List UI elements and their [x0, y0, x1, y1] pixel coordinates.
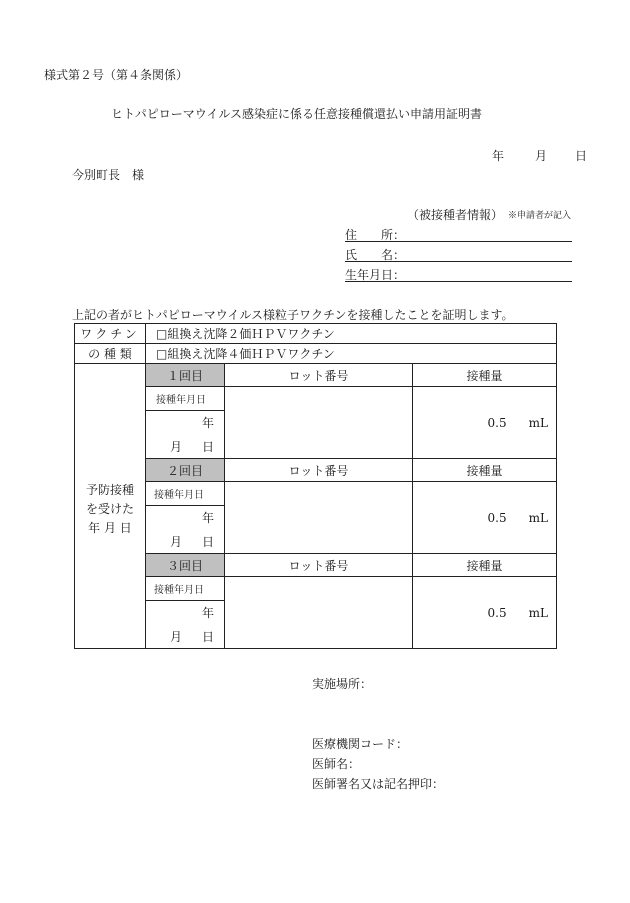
- dose-1-year[interactable]: 年: [146, 411, 225, 435]
- dose-3-amount-header: 接種量: [413, 554, 557, 577]
- vaccination-label-line1: 予防接種: [85, 482, 134, 497]
- dose-1-amount: [413, 387, 557, 459]
- dose-3-round: ３回目: [146, 554, 225, 577]
- certification-statement: 上記の者がヒトパピローマウイルス様粒子ワクチンを接種したことを証明します。: [72, 308, 514, 322]
- dose-2-year[interactable]: 年: [146, 506, 225, 530]
- dose-3-day: 日: [201, 629, 214, 644]
- vaccination-table: [74, 323, 557, 649]
- dose-1-amount-unit: mL: [528, 415, 548, 430]
- dose-2-amount: [413, 482, 557, 554]
- dose-1-amount-value: 0.5: [487, 415, 507, 430]
- recipient-info-heading: （被接種者情報）: [407, 208, 504, 222]
- vaccine-type-row-2: [75, 344, 557, 364]
- dose-2-lot-header: ロット番号: [225, 459, 413, 482]
- signature-label: 医師署名又は記名押印：: [312, 777, 445, 791]
- vaccine-option-bivalent[interactable]: □組換え沈降２価ＨＰＶワクチン: [146, 324, 557, 344]
- date-line-day: 日: [575, 149, 588, 163]
- place-label: 実施場所：: [312, 677, 373, 691]
- dose-1-lot-number[interactable]: [225, 387, 413, 459]
- dose-3-header-row: [75, 554, 557, 577]
- dose-2-round: ２回目: [146, 459, 225, 482]
- dose-1-header-row: [75, 364, 557, 387]
- vaccination-label-line3: 年 月 日: [88, 520, 132, 535]
- dose-3-amount: [413, 577, 557, 649]
- date-line-month: 月: [535, 149, 548, 163]
- vaccine-type-row-1: [75, 324, 557, 344]
- doctor-name-label: 医師名：: [312, 757, 361, 771]
- dose-2-day: 日: [201, 534, 214, 549]
- recipient-info-note: ※申請者が記入: [508, 211, 572, 221]
- dose-1-month: 月: [170, 439, 183, 454]
- document-title: ヒトパピローマウイルス感染症に係る任意接種償還払い申請用証明書: [111, 107, 483, 121]
- dose-2-date-label: 接種年月日: [146, 482, 225, 506]
- dose-2-month: 月: [170, 534, 183, 549]
- dose-3-amount-value: 0.5: [487, 605, 507, 620]
- address-field[interactable]: [345, 226, 572, 242]
- dose-1-day: 日: [201, 439, 214, 454]
- dose-3-date-label-row: [75, 577, 557, 601]
- birthdate-field[interactable]: [345, 266, 572, 282]
- dose-3-year[interactable]: 年: [146, 601, 225, 625]
- dose-2-header-row: [75, 459, 557, 482]
- dose-2-amount-value: 0.5: [487, 510, 507, 525]
- name-label: 氏 名：: [345, 248, 406, 262]
- dose-3-month: 月: [170, 629, 183, 644]
- birthdate-label: 生年月日：: [345, 268, 406, 282]
- vaccine-option-quadrivalent[interactable]: □組換え沈降４価ＨＰＶワクチン: [146, 344, 557, 364]
- dose-3-date-label: 接種年月日: [146, 577, 225, 601]
- date-line-year: 年: [492, 149, 505, 163]
- form-number: 様式第２号（第４条関係）: [44, 68, 189, 82]
- dose-3-monthday[interactable]: [146, 625, 225, 649]
- vaccine-type-label-1: ワクチン: [75, 324, 146, 344]
- vaccination-label-line2: を受けた: [85, 501, 134, 516]
- dose-3-lot-header: ロット番号: [225, 554, 413, 577]
- dose-2-amount-header: 接種量: [413, 459, 557, 482]
- dose-1-lot-header: ロット番号: [225, 364, 413, 387]
- dose-1-round: １回目: [146, 364, 225, 387]
- dose-3-lot-number[interactable]: [225, 577, 413, 649]
- dose-2-amount-unit: mL: [528, 510, 548, 525]
- dose-2-monthday[interactable]: [146, 530, 225, 554]
- vaccination-date-label: [75, 364, 146, 649]
- dose-1-date-label: 接種年月日: [146, 387, 225, 411]
- addressee: 今別町長 様: [72, 168, 145, 182]
- vaccine-type-label-2: の 種 類: [75, 344, 146, 364]
- dose-1-monthday[interactable]: [146, 435, 225, 459]
- dose-2-lot-number[interactable]: [225, 482, 413, 554]
- institution-code-label: 医療機関コード：: [312, 737, 409, 751]
- address-label: 住 所：: [345, 228, 406, 242]
- dose-1-date-label-row: [75, 387, 557, 411]
- dose-2-date-label-row: [75, 482, 557, 506]
- name-field[interactable]: [345, 246, 572, 262]
- dose-3-amount-unit: mL: [528, 605, 548, 620]
- dose-1-amount-header: 接種量: [413, 364, 557, 387]
